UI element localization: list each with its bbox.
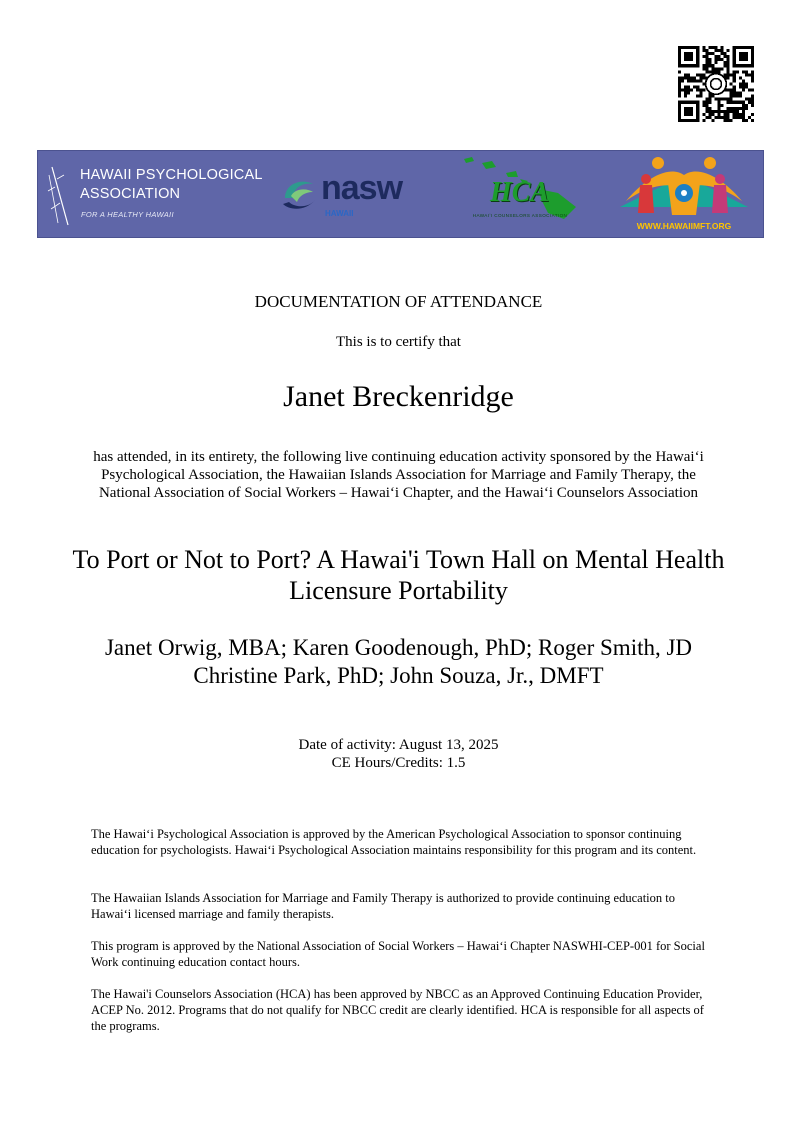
hca-full-name: HAWAIʻI COUNSELORS ASSOCIATION xyxy=(472,213,568,218)
bamboo-icon xyxy=(46,165,76,227)
qr-code xyxy=(678,46,754,122)
presenters xyxy=(40,634,757,690)
presenters-line-1: Janet Orwig, MBA; Karen Goodenough, PhD; Roger Smith, JD xyxy=(104,635,693,660)
hca-logo xyxy=(458,153,588,233)
family-figures-icon xyxy=(616,155,752,221)
ce-credits: CE Hours/Credits: 1.5 xyxy=(331,755,466,771)
fine-print-nasw: This program is approved by the National Association of Social Workers – Hawaiʻi Chapter NASWHI-CEP-001 for Social Work continuing education contact hours. xyxy=(91,939,705,969)
nasw-swirl-icon xyxy=(279,174,321,216)
attendance-statement: has attended, in its entirety, the following live continuing education activity sponsored by the Hawaiʻi Psychological Association, the Hawaiian Islands Association for Marriage and Family Therapy, the National Association of Social Workers – Hawaiʻi Chapter, and the Hawaiʻi Counselors Association xyxy=(93,449,704,501)
presenters-line-2: Christine Park, PhD; John Souza, Jr., DMFT xyxy=(193,663,604,688)
attendee-name: Janet Breckenridge xyxy=(283,380,514,413)
certify-line: This is to certify that xyxy=(336,334,461,350)
certificate-heading: DOCUMENTATION OF ATTENDANCE xyxy=(254,292,543,311)
nasw-chapter: HAWAII xyxy=(325,209,354,218)
fine-print-hpa: The Hawaiʻi Psychological Association is approved by the American Psychological Association to sponsor continuing education for psychologists. Hawaiʻi Psychological Association maintains responsibility for this program and its content. xyxy=(91,827,697,857)
activity-date: Date of activity: August 13, 2025 xyxy=(298,737,499,753)
hiamft-logo xyxy=(616,155,752,235)
hpa-logo xyxy=(46,165,266,229)
hpa-name: HAWAII PSYCHOLOGICAL ASSOCIATION xyxy=(80,167,263,202)
nasw-wordmark: nasw xyxy=(321,169,403,207)
nasw-logo xyxy=(279,171,429,223)
sponsor-banner xyxy=(37,150,764,238)
hca-wordmark: HCA xyxy=(490,177,550,208)
fine-print-hca: The Hawai'i Counselors Association (HCA) has been approved by NBCC as an Approved Continuing Education Provider, ACEP No. 2012. Programs that do not qualify for NBCC credit are clearly identified. HCA is responsible for all aspects of the programs. xyxy=(91,987,704,1033)
activity-details xyxy=(0,736,797,772)
hiamft-url: WWW.HAWAIIMFT.ORG xyxy=(636,221,732,231)
fine-print-hiamft: The Hawaiian Islands Association for Marriage and Family Therapy is authorized to provide continuing education to Hawaiʻi licensed marriage and family therapists. xyxy=(91,891,675,921)
hpa-tagline: FOR A HEALTHY HAWAII xyxy=(81,210,174,219)
program-title: To Port or Not to Port? A Hawai'i Town Hall on Mental Health Licensure Portability xyxy=(72,545,725,605)
